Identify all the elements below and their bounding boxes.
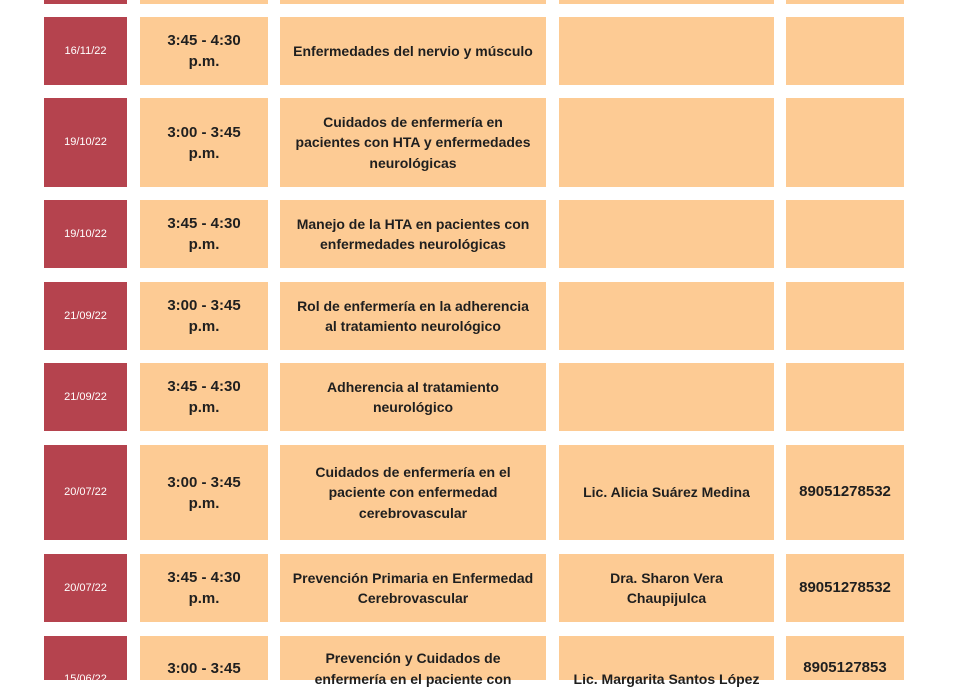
meeting-code-cell <box>786 17 904 85</box>
topic-cell <box>280 0 546 4</box>
topic-cell: Cuidados de enfermería en pacientes con HTA y enfermedades neurológicas <box>280 98 546 187</box>
date-cell: 21/09/22 <box>44 282 127 350</box>
date-cell: 19/10/22 <box>44 200 127 268</box>
date-cell: 16/11/22 <box>44 17 127 85</box>
speaker-cell <box>559 282 774 350</box>
table-row <box>44 445 904 540</box>
time-cell: 3:00 - 3:45 p.m. <box>140 282 268 350</box>
meeting-code-cell: 89051278532 <box>786 554 904 622</box>
speaker-cell: Dra. Sharon Vera Chaupijulca <box>559 554 774 622</box>
meeting-code-cell <box>786 282 904 350</box>
time-cell: 3:00 - 3:45 p.m. <box>140 445 268 540</box>
speaker-cell <box>559 17 774 85</box>
time-cell: 3:45 - 4:30 p.m. <box>140 200 268 268</box>
table-row <box>44 98 904 187</box>
speaker-cell <box>559 363 774 431</box>
speaker-cell <box>559 0 774 4</box>
topic-cell: Adherencia al tratamiento neurológico <box>280 363 546 431</box>
time-cell: 3:00 - 3:45 p.m. <box>140 98 268 187</box>
speaker-cell <box>559 98 774 187</box>
meeting-code-cell <box>786 0 904 4</box>
date-cell: 20/07/22 <box>44 554 127 622</box>
table-row <box>44 554 904 622</box>
date-cell <box>44 0 127 4</box>
topic-cell: Rol de enfermería en la adherencia al tratamiento neurológico <box>280 282 546 350</box>
topic-cell: Manejo de la HTA en pacientes con enfermedades neurológicas <box>280 200 546 268</box>
date-cell: 21/09/22 <box>44 363 127 431</box>
table-row <box>44 17 904 85</box>
table-row <box>44 636 904 687</box>
date-cell: 20/07/22 <box>44 445 127 540</box>
time-cell: 3:00 - 3:45 <box>140 636 268 680</box>
date-cell: 19/10/22 <box>44 98 127 187</box>
time-cell: 3:45 - 4:30 p.m. <box>140 17 268 85</box>
speaker-cell: Lic. Margarita Santos López <box>559 636 774 680</box>
meeting-code-cell <box>786 363 904 431</box>
time-cell <box>140 0 268 4</box>
date-cell: 15/06/22 <box>44 636 127 680</box>
meeting-code-cell: 8905127853 <box>786 636 904 680</box>
topic-cell: Prevención y Cuidados de enfermería en el paciente con <box>280 636 546 680</box>
meeting-code-cell <box>786 98 904 187</box>
speaker-cell <box>559 200 774 268</box>
table-row <box>44 363 904 431</box>
table-row <box>44 0 904 4</box>
time-cell: 3:45 - 4:30 p.m. <box>140 363 268 431</box>
table-row <box>44 200 904 268</box>
meeting-code-cell: 89051278532 <box>786 445 904 540</box>
time-cell: 3:45 - 4:30 p.m. <box>140 554 268 622</box>
meeting-code-cell <box>786 200 904 268</box>
topic-cell: Enfermedades del nervio y músculo <box>280 17 546 85</box>
table-row <box>44 282 904 350</box>
topic-cell: Cuidados de enfermería en el paciente con enfermedad cerebrovascular <box>280 445 546 540</box>
speaker-cell: Lic. Alicia Suárez Medina <box>559 445 774 540</box>
topic-cell: Prevención Primaria en Enfermedad Cerebrovascular <box>280 554 546 622</box>
